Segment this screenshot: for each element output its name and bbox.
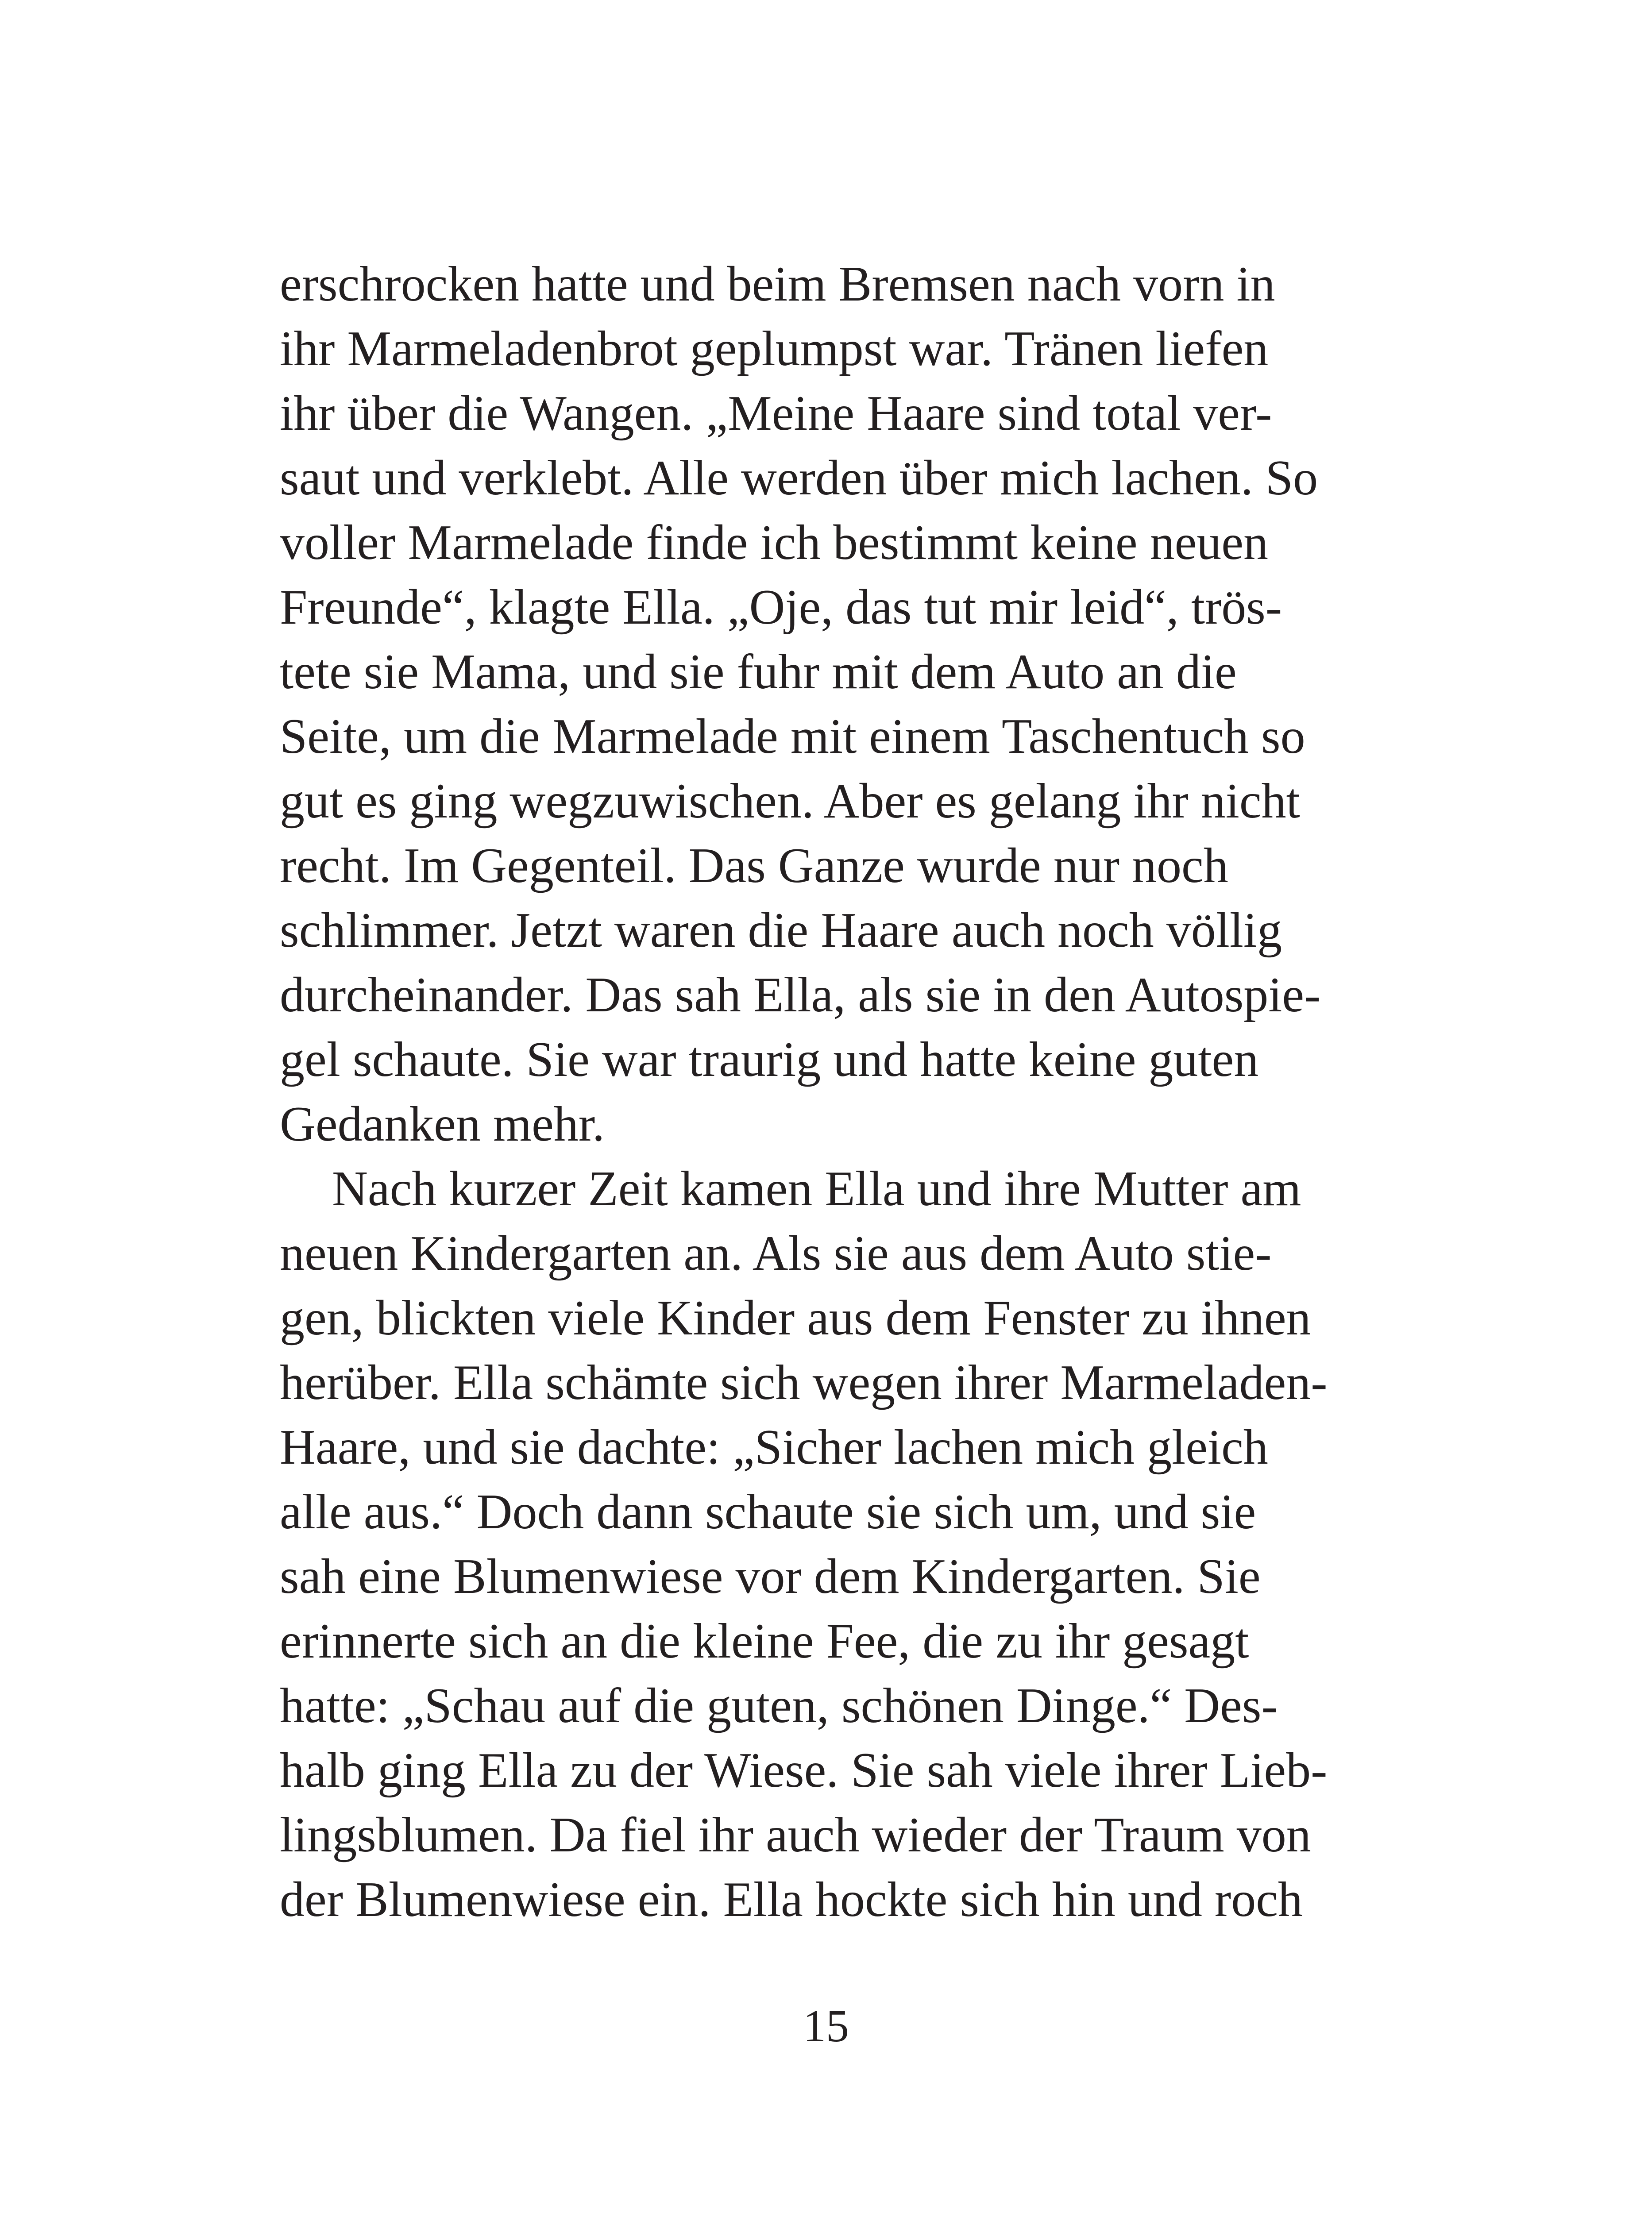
text-line-25: lingsblumen. Da fiel ihr auch wieder der Traum von bbox=[280, 1808, 1311, 1862]
text-line-24: halb ging Ella zu der Wiese. Sie sah viele ihrer Lieb- bbox=[280, 1743, 1328, 1798]
paragraph-start-line: Nach kurzer Zeit kamen Ella und ihre Mutter am bbox=[332, 1161, 1301, 1216]
text-line-11: schlimmer. Jetzt waren die Haare auch noch völlig bbox=[280, 903, 1282, 958]
text-line-23: hatte: „Schau auf die guten, schönen Dinge.“ Des- bbox=[280, 1678, 1278, 1733]
text-line-12: durcheinander. Das sah Ella, als sie in den Autospie- bbox=[280, 968, 1321, 1022]
text-line-2: ihr Marmeladenbrot geplumpst war. Tränen liefen bbox=[280, 321, 1269, 376]
text-line-19: Haare, und sie dachte: „Sicher lachen mich gleich bbox=[280, 1420, 1268, 1475]
text-line-26: der Blumenwiese ein. Ella hockte sich hin und roch bbox=[280, 1872, 1303, 1927]
text-line-8: Seite, um die Marmelade mit einem Taschentuch so bbox=[280, 709, 1305, 764]
text-line-22: erinnerte sich an die kleine Fee, die zu ihr gesagt bbox=[280, 1614, 1249, 1669]
text-line-14: Gedanken mehr. bbox=[280, 1097, 605, 1152]
text-line-3: ihr über die Wangen. „Meine Haare sind total ver- bbox=[280, 386, 1272, 441]
text-line-7: tete sie Mama, und sie fuhr mit dem Auto an die bbox=[280, 644, 1237, 699]
text-line-20: alle aus.“ Doch dann schaute sie sich um, und sie bbox=[280, 1484, 1256, 1539]
text-line-13: gel schaute. Sie war traurig und hatte keine guten bbox=[280, 1032, 1259, 1087]
text-line-4: saut und verklebt. Alle werden über mich lachen. So bbox=[280, 451, 1318, 505]
text-line-21: sah eine Blumenwiese vor dem Kindergarten. Sie bbox=[280, 1549, 1261, 1604]
text-line-9: gut es ging wegzuwischen. Aber es gelang ihr nicht bbox=[280, 774, 1300, 829]
text-line-10: recht. Im Gegenteil. Das Ganze wurde nur noch bbox=[280, 838, 1228, 893]
body-text bbox=[280, 252, 1333, 1932]
text-line-6: Freunde“, klagte Ella. „Oje, das tut mir leid“, trös- bbox=[280, 580, 1282, 635]
page-number: 15 bbox=[803, 2001, 849, 2051]
text-line-16: neuen Kindergarten an. Als sie aus dem Auto stie- bbox=[280, 1226, 1272, 1281]
text-line-1: erschrocken hatte und beim Bremsen nach vorn in bbox=[280, 257, 1275, 312]
text-line-18: herüber. Ella schämte sich wegen ihrer Marmeladen- bbox=[280, 1355, 1328, 1410]
text-line-5: voller Marmelade finde ich bestimmt keine neuen bbox=[280, 515, 1268, 570]
text-line-17: gen, blickten viele Kinder aus dem Fenster zu ihnen bbox=[280, 1291, 1311, 1346]
